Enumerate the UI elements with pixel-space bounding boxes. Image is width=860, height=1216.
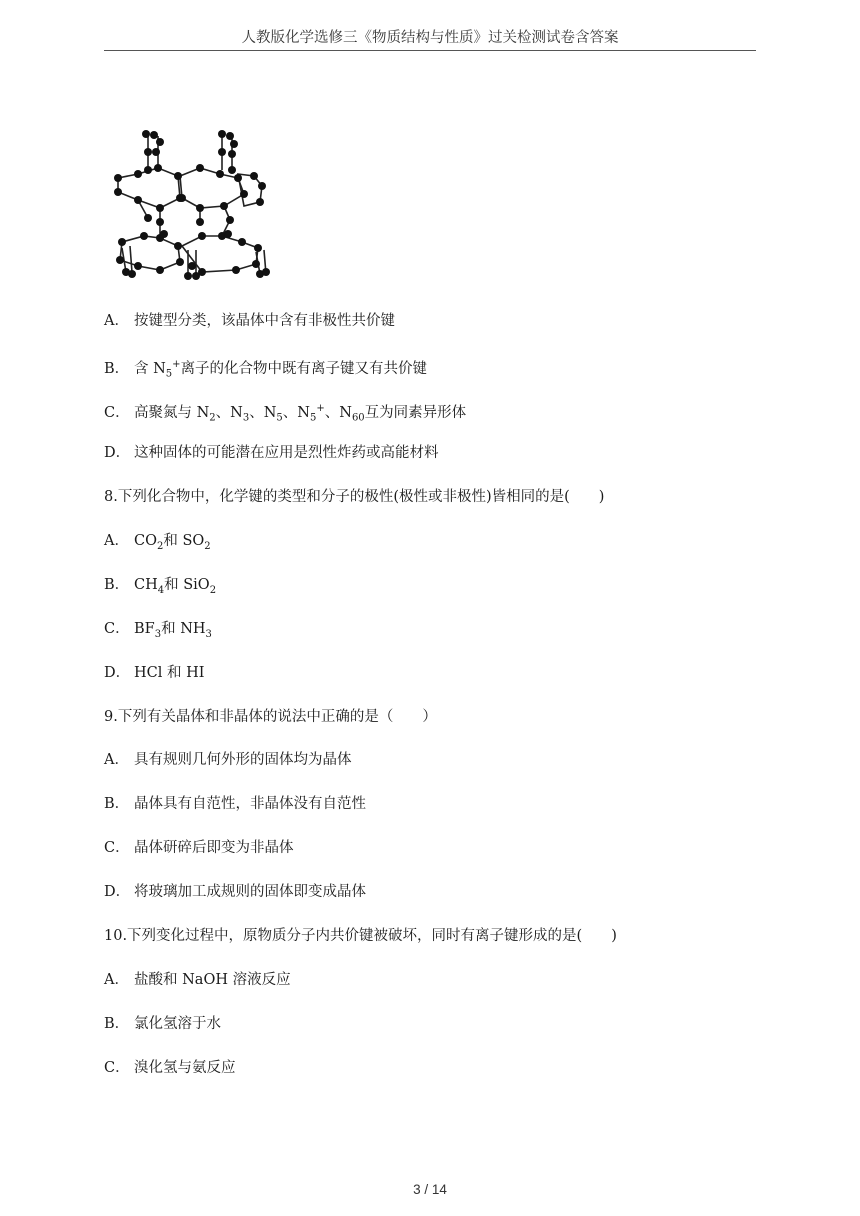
q7-option-a: A． 按键型分类，该晶体中含有非极性共价键 [104, 313, 395, 329]
q7-option-d: D． 这种固体的可能潜在应用是烈性炸药或高能材料 [104, 445, 439, 461]
page-number: 3 / 14 [413, 1182, 447, 1197]
q7-option-b: B． 含 $N_5^+$离子的化合物中既有离子键又有共价键 [104, 359, 428, 380]
q9-option-b: B． 晶体具有自范性，非晶体没有自范性 [104, 796, 366, 812]
q8-option-c: C． $BF_3$和 $NH_3$ [104, 621, 212, 640]
q9-option-a: A． 具有规则几何外形的固体均为晶体 [104, 752, 352, 768]
q8-stem: 8.下列化合物中，化学键的类型和分子的极性(极性或非极性)皆相同的是( ) [104, 489, 605, 505]
page-header-title: 人教版化学选修三《物质结构与性质》过关检测试卷含答案 [241, 30, 619, 46]
q10-option-c: C． 溴化氢与氨反应 [104, 1060, 236, 1076]
q9-stem: 9.下列有关晶体和非晶体的说法中正确的是（ ） [104, 709, 437, 725]
q7-option-c: C． 高聚氮与 $N_2$、$N_3$、$N_5$、$N_5^+$、$N_{60}$互为同素异形体 [104, 403, 467, 424]
polymeric-nitrogen-structure-figure [104, 126, 280, 286]
q10-stem: 10.下列变化过程中，原物质分子内共价键被破坏，同时有离子键形成的是( ) [104, 928, 617, 944]
q8-option-a: A． $CO_2$和 $SO_2$ [104, 533, 211, 552]
q10-option-b: B． 氯化氢溶于水 [104, 1016, 221, 1032]
q10-option-a: A． 盐酸和 NaOH 溶液反应 [104, 972, 291, 988]
q8-option-d: D． HCl 和 HI [104, 665, 205, 681]
q9-option-c: C． 晶体研碎后即变为非晶体 [104, 840, 294, 856]
q9-option-d: D． 将玻璃加工成规则的固体即变成晶体 [104, 884, 366, 900]
q8-option-b: B． $CH_4$和 SiO$_2$ [104, 577, 217, 596]
header-rule [104, 50, 756, 51]
